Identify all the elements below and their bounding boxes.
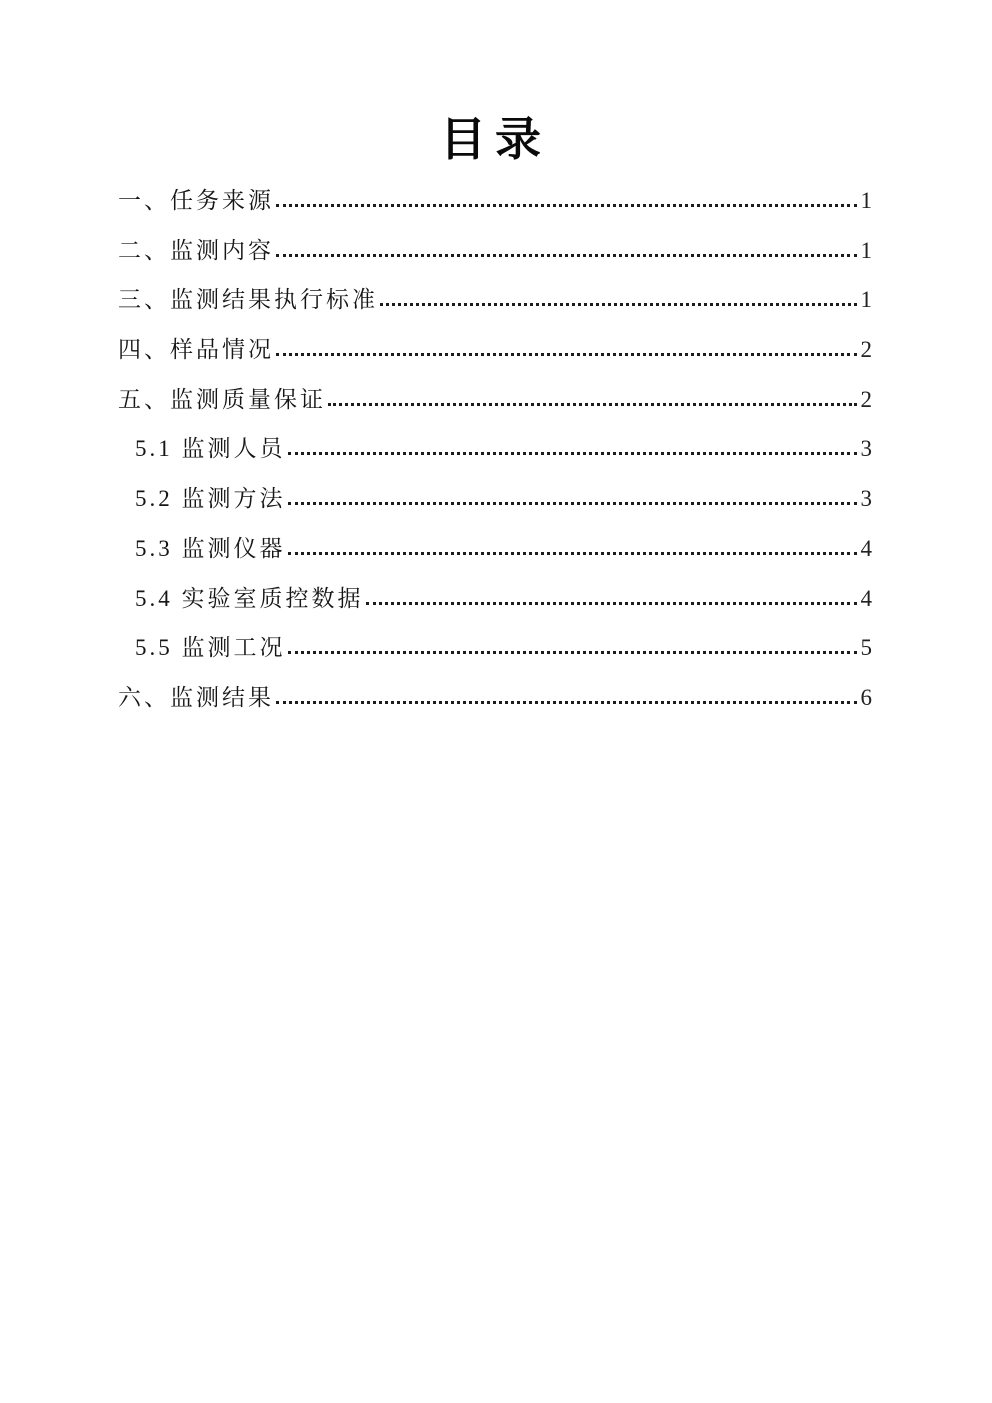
toc-entry-label: 六、监测结果: [118, 684, 274, 710]
toc-entry-label: 5.3 监测仪器: [135, 535, 286, 561]
toc-entry-page: 6: [860, 684, 872, 710]
toc-entry[interactable]: [118, 281, 872, 331]
toc-entry-label: 5.4 实验室质控数据: [135, 585, 364, 611]
dot-leader: [276, 204, 857, 207]
toc-entry-label: 5.1 监测人员: [135, 436, 286, 462]
toc-entry-page: 1: [860, 188, 872, 213]
toc-entry[interactable]: [118, 182, 872, 232]
dot-leader: [288, 502, 857, 505]
dot-leader: [328, 403, 857, 406]
toc-entry-page: 1: [860, 287, 872, 313]
toc-entry[interactable]: [118, 580, 872, 630]
toc-list: [118, 182, 872, 729]
dot-leader: [276, 254, 857, 257]
toc-title: 目录: [440, 114, 550, 165]
toc-entry-label: 二、监测内容: [118, 237, 274, 263]
toc-entry[interactable]: [118, 430, 872, 480]
toc-entry-label: 三、监测结果执行标准: [118, 287, 378, 313]
toc-entry-page: 4: [860, 585, 872, 611]
toc-entry-page: 2: [860, 386, 872, 412]
toc-entry[interactable]: [118, 629, 872, 679]
toc-entry-label: 一、任务来源: [118, 188, 274, 213]
toc-entry-label: 5.5 监测工况: [135, 635, 286, 661]
toc-entry-label: 四、样品情况: [118, 337, 274, 363]
dot-leader: [276, 701, 857, 704]
toc-entry[interactable]: [118, 530, 872, 580]
toc-entry[interactable]: [118, 232, 872, 282]
dot-leader: [288, 651, 857, 654]
toc-entry[interactable]: [118, 331, 872, 381]
toc-entry[interactable]: [118, 381, 872, 431]
dot-leader: [380, 303, 857, 306]
toc-entry-page: 2: [860, 337, 872, 363]
dot-leader: [288, 552, 857, 555]
dot-leader: [276, 353, 857, 356]
toc-entry-label: 5.2 监测方法: [135, 486, 286, 512]
toc-entry-page: 1: [860, 237, 872, 263]
toc-entry-page: 3: [860, 486, 872, 512]
toc-entry-label: 五、监测质量保证: [118, 386, 326, 412]
dot-leader: [288, 452, 857, 455]
dot-leader: [366, 602, 857, 605]
toc-entry-page: 5: [860, 635, 872, 661]
toc-entry-page: 4: [860, 535, 872, 561]
toc-entry[interactable]: [118, 480, 872, 530]
toc-entry[interactable]: [118, 679, 872, 729]
toc-entry-page: 3: [860, 436, 872, 462]
